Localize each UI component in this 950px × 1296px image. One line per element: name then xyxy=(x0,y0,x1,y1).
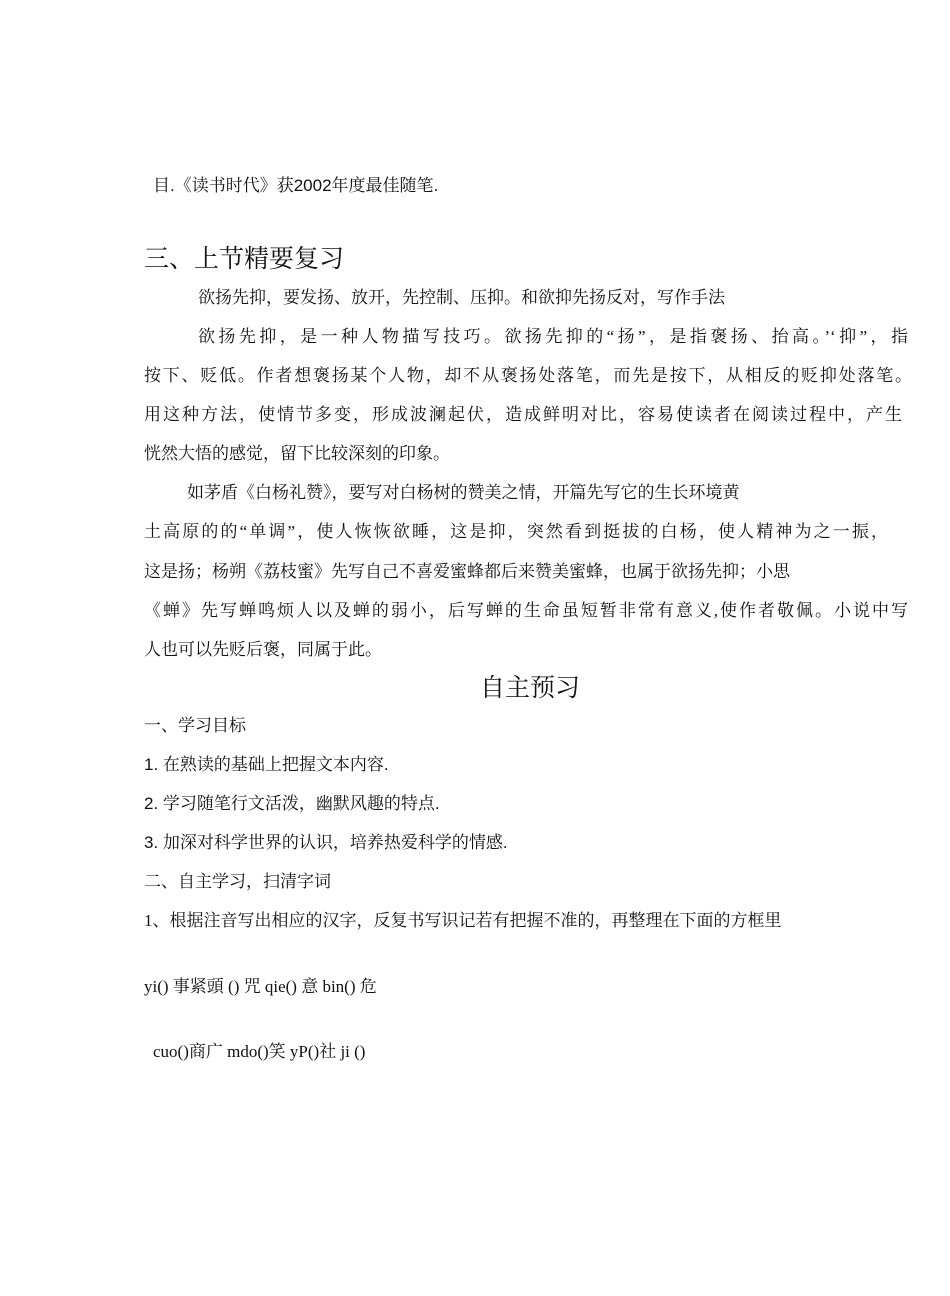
paragraph-line: 人也可以先贬后褒，同属于此。 xyxy=(144,640,382,659)
paragraph-line: 这是扬；杨朔《荔枝蜜》先写自己不喜爱蜜蜂都后来赞美蜜蜂，也属于欲扬先抑；小思 xyxy=(144,562,790,581)
goals-heading: 一、学习目标 xyxy=(144,716,246,735)
study-heading: 二、自主学习，扫清字词 xyxy=(144,872,331,891)
paragraph-line: 欲扬先抑，是一种人物描写技巧。欲扬先抑的“扬”，是指褒扬、抬高。’‘抑”，指 xyxy=(198,327,908,346)
goal-item: 1. 在熟读的基础上把握文本内容. xyxy=(144,755,389,774)
intro-line: 目.《读书时代》获2002年度最佳随笔. xyxy=(153,176,439,195)
section-heading-review: 三、上节精要复习 xyxy=(144,245,345,273)
instruction-line: 1、根据注音写出相应的汉字，反复书写识记若有把握不准的，再整理在下面的方框里 xyxy=(144,911,782,930)
preview-title: 自主预习 xyxy=(479,674,580,702)
pinyin-row: cuo()商广 mdo()笑 yP()社 ji () xyxy=(153,1042,366,1061)
goal-item: 3. 加深对科学世界的认识，培养热爱科学的情感. xyxy=(144,833,508,852)
definition-line: 欲扬先抑，要发扬、放开，先控制、压抑。和欲抑先扬反对，写作手法 xyxy=(198,288,725,307)
paragraph-line: 恍然大悟的感觉，留下比较深刻的印象。 xyxy=(144,444,450,463)
goal-item: 2. 学习随笔行文活泼，幽默风趣的特点. xyxy=(144,794,440,813)
paragraph-line: 按下、贬低。作者想褒扬某个人物，却不从褒扬处落笔，而先是按下，从相反的贬抑处落笔。 xyxy=(144,366,912,385)
pinyin-row: yi() 事紧頭 () 咒 qie() 意 bin() 危 xyxy=(144,977,377,996)
paragraph-line: 如茅盾《白杨礼赞》，要写对白杨树的赞美之情，开篇先写它的生长环境黄 xyxy=(187,483,740,502)
paragraph-line: 土高原的的“单调”，使人恢恢欲睡，这是抑，突然看到挺拔的白杨，使人精神为之一振， xyxy=(144,522,888,541)
paragraph-line: 《蝉》先写蝉鸣烦人以及蝉的弱小，后写蝉的生命虽短暂非常有意义,使作者敬佩。小说中写 xyxy=(144,601,908,620)
paragraph-line: 用这种方法，使情节多变，形成波澜起伏，造成鲜明对比，容易使读者在阅读过程中，产生 xyxy=(144,405,902,424)
